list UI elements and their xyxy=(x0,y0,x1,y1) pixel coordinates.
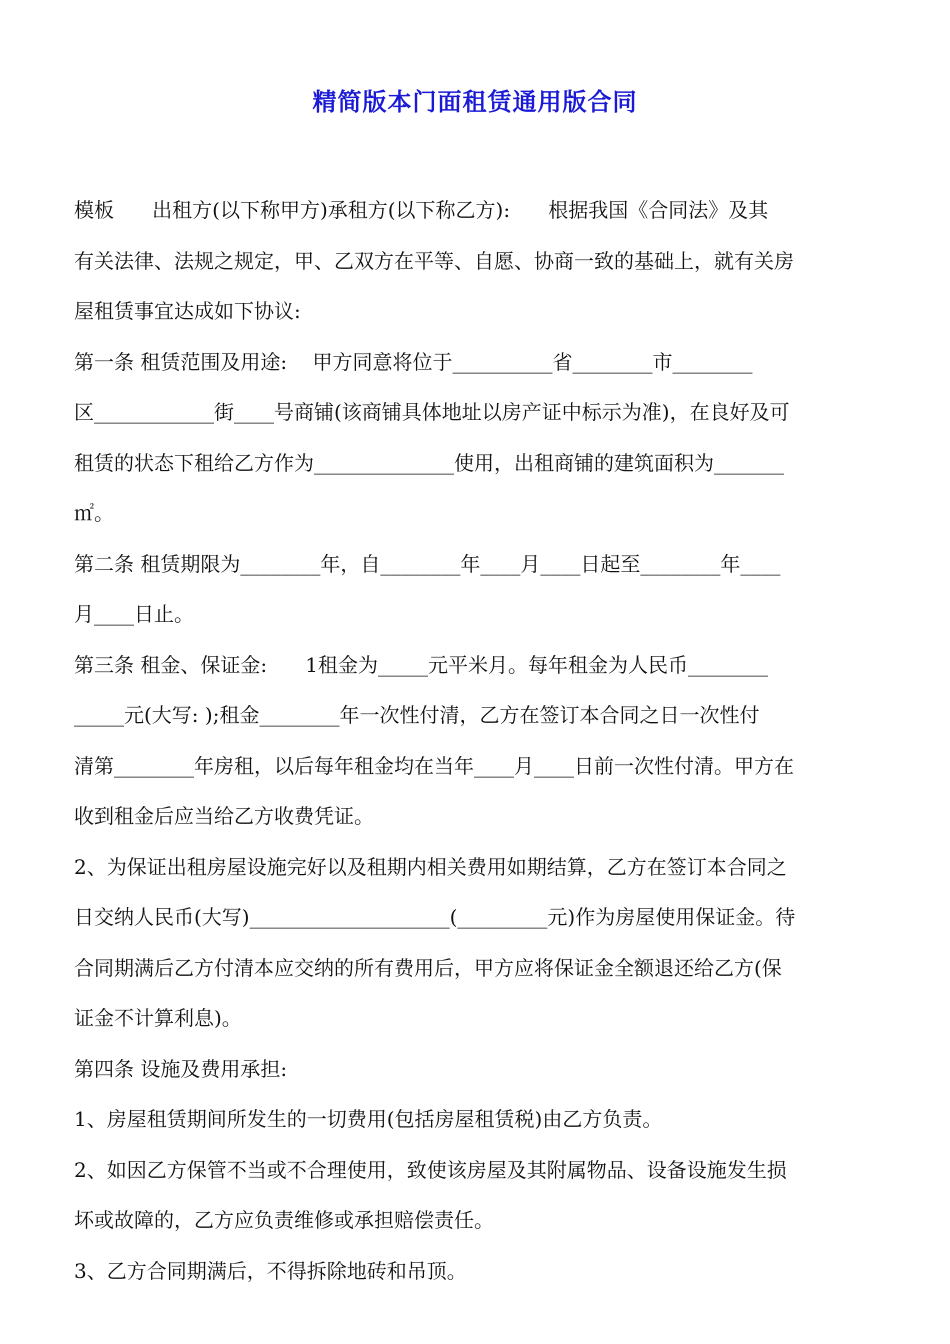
body-line-2: 有关法律、法规之规定，甲、乙双方在平等、自愿、协商一致的基础上，就有关房 xyxy=(74,248,794,273)
body-line-15: 日交纳人民币(大写)____________________(_________元)作为房屋使用保证金。待 xyxy=(74,905,796,929)
body-line-6: 租赁的状态下租给乙方作为______________使用，出租商铺的建筑面积为_______ xyxy=(74,450,784,475)
body-line-12: 清第________年房租，以后每年租金均在当年____月____日前一次性付清。甲方在 xyxy=(74,753,794,778)
body-line-20: 2、如因乙方保管不当或不合理使用，致使该房屋及其附属物品、设备设施发生损 xyxy=(74,1157,787,1182)
body-line-10: 第三条 租金、保证金: 1租金为_____元平米月。每年租金为人民币________ xyxy=(74,652,768,677)
body-line-16: 合同期满后乙方付清本应交纳的所有费用后，甲方应将保证金全额退还给乙方(保 xyxy=(74,955,782,980)
body-line-18: 第四条 设施及费用承担: xyxy=(74,1056,288,1081)
body-line-8: 第二条 租赁期限为________年，自________年____月____日起至________年____ xyxy=(74,551,781,576)
body-line-19: 1、房屋租赁期间所发生的一切费用(包括房屋租赁税)由乙方负责。 xyxy=(74,1107,663,1131)
body-line-7: ㎡。 xyxy=(74,501,114,525)
body-line-14: 2、为保证出租房屋设施完好以及租期内相关费用如期结算，乙方在签订本合同之 xyxy=(74,854,787,879)
document-body xyxy=(74,185,878,1296)
body-line-17: 证金不计算利息)。 xyxy=(74,1006,242,1030)
body-line-11: _____元(大写: );租金________年一次性付清，乙方在签订本合同之日一次性付 xyxy=(74,703,760,727)
body-line-3: 屋租赁事宜达成如下协议: xyxy=(74,299,301,323)
body-line-13: 收到租金后应当给乙方收费凭证。 xyxy=(74,804,374,828)
body-line-9: 月____日止。 xyxy=(74,602,194,626)
body-line-21: 坏或故障的，乙方应负责维修或承担赔偿责任。 xyxy=(74,1208,494,1232)
document-title: 精简版本门面租赁通用版合同 xyxy=(312,87,638,116)
body-line-22: 3、乙方合同期满后，不得拆除地砖和吊顶。 xyxy=(74,1258,467,1283)
body-line-1: 模板 出租方(以下称甲方)承租方(以下称乙方): 根据我国《合同法》及其 xyxy=(74,198,769,222)
body-line-4: 第一条 租赁范围及用途: 甲方同意将位于__________省________市________ xyxy=(74,349,753,374)
body-line-5: 区____________街____号商铺(该商铺具体地址以房产证中标示为准)，在良好及可 xyxy=(74,400,790,424)
